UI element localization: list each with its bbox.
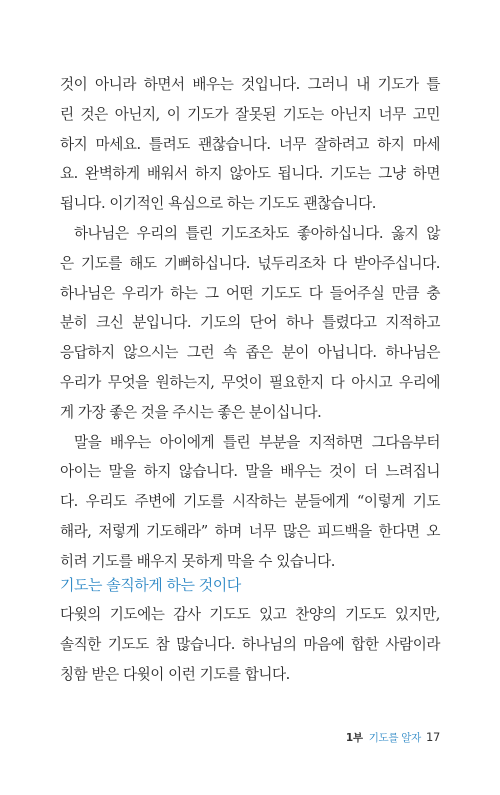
text-line: 게 가장 좋은 것을 주시는 좋은 분이십니다.	[60, 403, 322, 421]
text-line: 됩니다. 이기적인 욕심으로 하는 기도도 괜찮습니다.	[60, 195, 376, 213]
text-line: 응답하지 않으시는 그런 속 좁은 분이 아닙니다. 하나님은	[60, 344, 440, 362]
footer-part-label: 1부	[345, 732, 363, 744]
section-body-text	[60, 600, 440, 689]
text-line: 린 것은 아닌지, 이 기도가 잘못된 기도는 아닌지 너무 고민	[60, 105, 440, 123]
text-line: 칭함 받은 다윗이 이런 기도를 합니다.	[60, 665, 290, 683]
text-line: 요. 완벽하게 배워서 하지 않아도 됩니다. 기도는 그냥 하면	[60, 165, 440, 183]
footer-chapter-title: 기도를 알자	[368, 732, 421, 744]
text-line: 하나님은 우리가 하는 그 어떤 기도도 다 들어주실 만큼 충	[60, 284, 440, 302]
text-line: 아이는 말을 하지 않습니다. 말을 배우는 것이 더 느려집니	[60, 463, 440, 481]
text-line: 하지 마세요. 틀려도 괜찮습니다. 너무 잘하려고 하지 마세	[60, 135, 440, 153]
paragraph-3	[60, 428, 440, 577]
text-line: 히려 기도를 배우지 못하게 막을 수 있습니다.	[60, 552, 335, 570]
text-line: 해라, 저렇게 기도해라” 하며 너무 많은 피드백을 한다면 오	[60, 522, 440, 540]
text-line: 다. 우리도 주변에 기도를 시작하는 분들에게 “이렇게 기도	[60, 493, 440, 511]
text-line: 하나님은 우리의 틀린 기도조차도 좋아하십니다. 옳지 않	[74, 224, 440, 242]
page-number: 17	[425, 730, 440, 744]
page-footer	[346, 730, 440, 745]
text-line: 말을 배우는 아이에게 틀린 부분을 지적하면 그다음부터	[74, 433, 440, 451]
text-line: 분히 크신 분입니다. 기도의 단어 하나 틀렸다고 지적하고	[60, 314, 440, 332]
text-line: 것이 아니라 하면서 배우는 것입니다. 그러니 내 기도가 틀	[60, 76, 440, 93]
text-line: 우리가 무엇을 원하는지, 무엇이 필요한지 다 아시고 우리에	[60, 373, 440, 391]
text-line: 솔직한 기도도 참 많습니다. 하나님의 마음에 합한 사람이라	[60, 635, 440, 653]
body-text	[60, 70, 440, 577]
text-line: 은 기도를 해도 기뻐하십니다. 넋두리조차 다 받아주십니다.	[60, 254, 440, 272]
paragraph-1	[60, 70, 440, 219]
section-heading: 기도는 솔직하게 하는 것이다	[60, 576, 241, 594]
paragraph-2	[60, 219, 440, 428]
text-line: 다윗의 기도에는 감사 기도도 있고 찬양의 기도도 있지만,	[60, 606, 440, 623]
